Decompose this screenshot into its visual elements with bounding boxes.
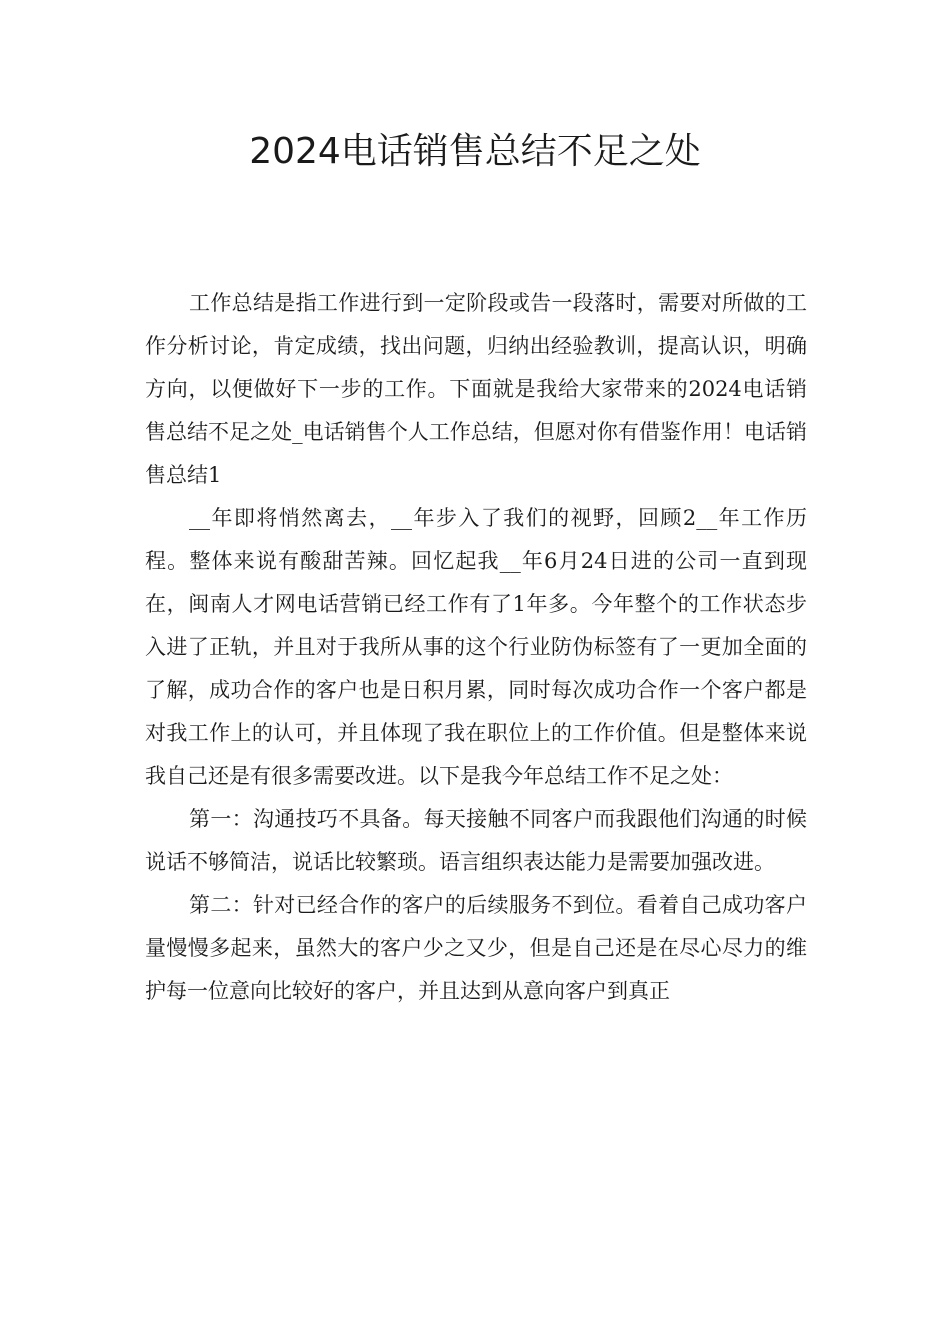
document-title: 2024电话销售总结不足之处 xyxy=(249,131,701,172)
paragraph-point-2: 第二：针对已经合作的客户的后续服务不到位。看着自己成功客户量慢慢多起来，虽然大的客户少之又少，但是自己还是在尽心尽力的维护每一位意向比较好的客户，并且达到从意向客户到真正 xyxy=(145,893,807,1003)
document-body xyxy=(145,282,807,1013)
paragraph-review: __年即将悄然离去，__年步入了我们的视野，回顾2__年工作历程。整体来说有酸甜苦辣。回忆起我__年6月24日进的公司一直到现在，闽南人才网电话营销已经工作有了1年多。今年整个的工作状态步入进了正轨，并且对于我所从事的这个行业防伪标签有了一更加全面的了解，成功合作的客户也是日积月累，同时每次成功合作一个客户都是对我工作上的认可，并且体现了我在职位上的工作价值。但是整体来说我自己还是有很多需要改进。以下是我今年总结工作不足之处： xyxy=(145,506,807,788)
paragraph-point-1: 第一：沟通技巧不具备。每天接触不同客户而我跟他们沟通的时候说话不够简洁，说话比较繁琐。语言组织表达能力是需要加强改进。 xyxy=(145,807,807,874)
paragraph-intro: 工作总结是指工作进行到一定阶段或告一段落时，需要对所做的工作分析讨论，肯定成绩，找出问题，归纳出经验教训，提高认识，明确方向，以便做好下一步的工作。下面就是我给大家带来的2024电话销售总结不足之处_电话销售个人工作总结，但愿对你有借鉴作用！电话销售总结1 xyxy=(145,291,807,487)
